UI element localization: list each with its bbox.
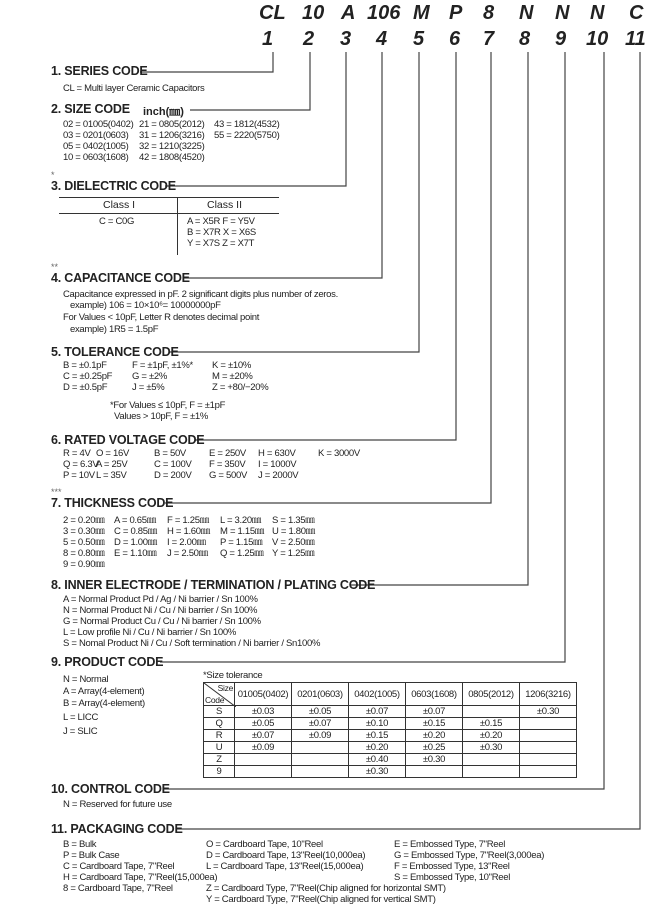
size-tolerance-table bbox=[203, 682, 577, 778]
class1-header: Class I bbox=[103, 199, 136, 211]
table-cell: ±0.30 bbox=[463, 742, 520, 754]
tolerance-col3-0: K = ±10% bbox=[212, 360, 251, 371]
connector-8 bbox=[350, 52, 528, 585]
connector-1 bbox=[140, 52, 273, 72]
code-number-1: 1 bbox=[262, 28, 274, 50]
table-header: 0603(1608) bbox=[406, 683, 463, 706]
table-cell: ±0.20 bbox=[463, 730, 520, 742]
size-col2-3: 42 = 1808(4520) bbox=[139, 152, 205, 163]
connector-2 bbox=[190, 52, 310, 110]
capacitance-line-2: For Values < 10pF, Letter R denotes decimal point bbox=[63, 312, 260, 323]
row-code: R bbox=[204, 730, 235, 742]
packaging-col1-2: C = Cardboard Tape, 7"Reel bbox=[63, 861, 175, 872]
code-letter-6: P bbox=[449, 2, 463, 24]
tolerance-code-title: 5. TOLERANCE CODE bbox=[51, 345, 179, 359]
size-col3-1: 55 = 2220(5750) bbox=[214, 130, 280, 141]
code-number-6: 6 bbox=[449, 28, 461, 50]
table-cell bbox=[520, 754, 577, 766]
packaging-code-title: 11. PACKAGING CODE bbox=[51, 822, 183, 836]
packaging-col2-extra-1: Y = Cardboard Type, 7"Reel(Chip aligned for vertical SMT) bbox=[206, 894, 436, 905]
size-col1-0: 02 = 01005(0402) bbox=[63, 119, 134, 130]
voltage-col1-1: Q = 6.3V bbox=[63, 459, 99, 470]
table-row bbox=[204, 718, 577, 730]
thickness-col1-4: 9 = 0.90㎜ bbox=[63, 559, 105, 570]
table-cell bbox=[292, 742, 349, 754]
code-number-2: 2 bbox=[303, 28, 315, 50]
row-code: U bbox=[204, 742, 235, 754]
product-line-3: L = LICC bbox=[63, 712, 99, 723]
voltage-col4-0: E = 250V bbox=[209, 448, 246, 459]
code-number-5: 5 bbox=[413, 28, 425, 50]
thickness-col3-3: J = 2.50㎜ bbox=[167, 548, 208, 559]
table-row bbox=[204, 766, 577, 778]
size-tolerance-caption: *Size tolerance bbox=[203, 670, 263, 681]
thickness-col1-1: 3 = 0.30㎜ bbox=[63, 526, 105, 537]
packaging-col2-extra-0: Z = Cardboard Type, 7"Reel(Chip aligned for horizontal SMT) bbox=[206, 883, 446, 894]
thickness-col4-0: L = 3.20㎜ bbox=[220, 515, 262, 526]
table-header: 0805(2012) bbox=[463, 683, 520, 706]
code-letter-1: CL bbox=[259, 2, 286, 24]
inner-line-0: A = Normal Product Pd / Ag / Ni barrier / Sn 100% bbox=[63, 594, 258, 605]
table-cell: ±0.07 bbox=[292, 718, 349, 730]
voltage-col5-2: J = 2000V bbox=[258, 470, 299, 481]
product-line-1: A = Array(4-element) bbox=[63, 686, 145, 697]
thickness-col3-1: H = 1.60㎜ bbox=[167, 526, 210, 537]
thickness-col2-3: E = 1.10㎜ bbox=[114, 548, 157, 559]
tolerance-note-0: *For Values ≤ 10pF, F = ±1pF bbox=[110, 400, 226, 411]
table-row bbox=[204, 742, 577, 754]
size-col1-3: 10 = 0603(1608) bbox=[63, 152, 129, 163]
code-letter-3: A bbox=[341, 2, 356, 24]
code-number-8: 8 bbox=[519, 28, 531, 50]
packaging-col1-3: H = Cardboard Tape, 7"Reel(15,000ea) bbox=[63, 872, 218, 883]
control-code-title: 10. CONTROL CODE bbox=[51, 782, 170, 796]
table-cell: ±0.10 bbox=[349, 718, 406, 730]
table-cell: ±0.07 bbox=[235, 730, 292, 742]
thickness-col1-0: 2 = 0.20㎜ bbox=[63, 515, 105, 526]
table-cell: ±0.20 bbox=[406, 730, 463, 742]
capacitance-star: ** bbox=[51, 262, 59, 272]
table-cell: ±0.03 bbox=[235, 706, 292, 718]
corner-size-label: Size bbox=[217, 683, 233, 693]
voltage-col2-0: O = 16V bbox=[96, 448, 130, 459]
table-cell: ±0.25 bbox=[406, 742, 463, 754]
packaging-col3-0: E = Embossed Type, 7"Reel bbox=[394, 839, 506, 850]
tolerance-col2-1: G = ±2% bbox=[132, 371, 168, 382]
code-letter-8: N bbox=[519, 2, 534, 24]
table-cell bbox=[463, 706, 520, 718]
size-col2-2: 32 = 1210(3225) bbox=[139, 141, 205, 152]
product-line-4: J = SLIC bbox=[63, 726, 98, 737]
table-row bbox=[204, 754, 577, 766]
packaging-col1-1: P = Bulk Case bbox=[63, 850, 120, 861]
code-letter-10: N bbox=[590, 2, 605, 24]
table-cell: ±0.09 bbox=[235, 742, 292, 754]
table-header: 1206(3216) bbox=[520, 683, 577, 706]
class1-value: C = C0G bbox=[99, 216, 135, 227]
inner-line-3: L = Low profile Ni / Cu / Ni barrier / Sn 100% bbox=[63, 627, 237, 638]
inner-line-2: G = Normal Product Cu / Cu / Ni barrier / Sn 100% bbox=[63, 616, 261, 627]
corner-code-label: Code bbox=[205, 695, 225, 705]
thickness-code-title: 7. THICKNESS CODE bbox=[51, 496, 174, 510]
table-cell: ±0.20 bbox=[349, 742, 406, 754]
capacitance-line-1: example) 106 = 10×10⁶= 10000000pF bbox=[70, 300, 221, 311]
table-row bbox=[204, 730, 577, 742]
voltage-col1-0: R = 4V bbox=[63, 448, 91, 459]
packaging-col3-1: G = Embossed Type, 7"Reel(3,000ea) bbox=[394, 850, 545, 861]
voltage-col5-1: I = 1000V bbox=[258, 459, 297, 470]
table-cell bbox=[292, 766, 349, 778]
row-code: Z bbox=[204, 754, 235, 766]
size-code-title: 2. SIZE CODE bbox=[51, 102, 130, 116]
voltage-code-title: 6. RATED VOLTAGE CODE bbox=[51, 433, 205, 447]
thickness-col1-3: 8 = 0.80㎜ bbox=[63, 548, 105, 559]
code-letter-5: M bbox=[413, 2, 430, 24]
size-col3-0: 43 = 1812(4532) bbox=[214, 119, 280, 130]
table-corner-cell bbox=[204, 683, 235, 706]
table-cell bbox=[520, 730, 577, 742]
series-code-line: CL = Multi layer Ceramic Capacitors bbox=[63, 83, 205, 94]
voltage-col4-1: F = 350V bbox=[209, 459, 246, 470]
product-line-2: B = Array(4-element) bbox=[63, 698, 145, 709]
table-header: 0201(0603) bbox=[292, 683, 349, 706]
size-col2-1: 31 = 1206(3216) bbox=[139, 130, 205, 141]
capacitance-line-0: Capacitance expressed in pF. 2 significant digits plus number of zeros. bbox=[63, 289, 338, 300]
size-col1-2: 05 = 0402(1005) bbox=[63, 141, 129, 152]
table-cell bbox=[520, 742, 577, 754]
dielectric-code-title: 3. DIELECTRIC CODE bbox=[51, 179, 176, 193]
tolerance-col1-2: D = ±0.5pF bbox=[63, 382, 108, 393]
thickness-col5-0: S = 1.35㎜ bbox=[272, 515, 315, 526]
thickness-col2-2: D = 1.00㎜ bbox=[114, 537, 157, 548]
tolerance-col1-0: B = ±0.1pF bbox=[63, 360, 107, 371]
control-line: N = Reserved for future use bbox=[63, 799, 172, 810]
voltage-col3-2: D = 200V bbox=[154, 470, 192, 481]
packaging-col3-3: S = Embossed Type, 10"Reel bbox=[394, 872, 511, 883]
voltage-col3-0: B = 50V bbox=[154, 448, 186, 459]
table-header: 01005(0402) bbox=[235, 683, 292, 706]
thickness-col4-2: P = 1.15㎜ bbox=[220, 537, 263, 548]
table-cell: ±0.15 bbox=[349, 730, 406, 742]
connector-9 bbox=[160, 52, 565, 662]
table-cell bbox=[292, 754, 349, 766]
packaging-col2-2: L = Cardboard Tape, 13"Reel(15,000ea) bbox=[206, 861, 364, 872]
class2-header: Class II bbox=[207, 199, 243, 211]
voltage-col1-2: P = 10V bbox=[63, 470, 95, 481]
table-cell: ±0.07 bbox=[406, 706, 463, 718]
table-cell bbox=[520, 718, 577, 730]
table-cell: ±0.40 bbox=[349, 754, 406, 766]
product-code-title: 9. PRODUCT CODE bbox=[51, 655, 164, 669]
code-number-10: 10 bbox=[586, 28, 609, 50]
row-code: S bbox=[204, 706, 235, 718]
table-cell bbox=[406, 766, 463, 778]
table-cell bbox=[235, 754, 292, 766]
table-cell: ±0.30 bbox=[349, 766, 406, 778]
table-cell: ±0.09 bbox=[292, 730, 349, 742]
code-letter-7: 8 bbox=[483, 2, 495, 24]
voltage-col6-0: K = 3000V bbox=[318, 448, 360, 459]
voltage-col3-1: C = 100V bbox=[154, 459, 192, 470]
table-cell bbox=[463, 766, 520, 778]
table-cell bbox=[520, 766, 577, 778]
table-cell bbox=[235, 766, 292, 778]
tolerance-col3-2: Z = +80/−20% bbox=[212, 382, 269, 393]
voltage-col5-0: H = 630V bbox=[258, 448, 296, 459]
thickness-col3-0: F = 1.25㎜ bbox=[167, 515, 209, 526]
voltage-col4-2: G = 500V bbox=[209, 470, 248, 481]
inner-line-1: N = Normal Product Ni / Cu / Ni barrier / Sn 100% bbox=[63, 605, 258, 616]
class2-value-1: B = X7R X = X6S bbox=[187, 227, 256, 238]
packaging-col3-2: F = Embossed Type, 13"Reel bbox=[394, 861, 510, 872]
code-number-3: 3 bbox=[340, 28, 352, 50]
product-line-0: N = Normal bbox=[63, 674, 109, 685]
tolerance-col3-1: M = ±20% bbox=[212, 371, 253, 382]
size-code-unit: inch(㎜) bbox=[143, 106, 184, 118]
thickness-col3-2: I = 2.00㎜ bbox=[167, 537, 206, 548]
thickness-col5-3: Y = 1.25㎜ bbox=[272, 548, 315, 559]
thickness-star: *** bbox=[51, 487, 62, 497]
voltage-col2-2: L = 35V bbox=[96, 470, 127, 481]
table-cell: ±0.05 bbox=[292, 706, 349, 718]
thickness-col2-1: C = 0.85㎜ bbox=[114, 526, 157, 537]
capacitance-line-3: example) 1R5 = 1.5pF bbox=[70, 324, 159, 335]
tolerance-col2-2: J = ±5% bbox=[132, 382, 165, 393]
packaging-col2-0: O = Cardboard Tape, 10"Reel bbox=[206, 839, 323, 850]
table-cell bbox=[463, 754, 520, 766]
code-letter-2: 10 bbox=[302, 2, 325, 24]
class2-value-0: A = X5R F = Y5V bbox=[187, 216, 255, 227]
inner-electrode-title: 8. INNER ELECTRODE / TERMINATION / PLATING CODE bbox=[51, 578, 376, 592]
thickness-col4-1: M = 1.15㎜ bbox=[220, 526, 265, 537]
inner-line-4: S = Nomal Product Ni / Cu / Soft termination / Ni barrier / Sn100% bbox=[63, 638, 321, 649]
dielectric-star: * bbox=[51, 170, 55, 180]
table-header: 0402(1005) bbox=[349, 683, 406, 706]
dielectric-table bbox=[59, 197, 279, 249]
thickness-col5-2: V = 2.50㎜ bbox=[272, 537, 315, 548]
tolerance-note-1: Values > 10pF, F = ±1% bbox=[114, 411, 209, 422]
code-number-11: 11 bbox=[625, 28, 646, 50]
table-cell: ±0.15 bbox=[406, 718, 463, 730]
tolerance-col1-1: C = ±0.25pF bbox=[63, 371, 113, 382]
thickness-col5-1: U = 1.80㎜ bbox=[272, 526, 315, 537]
table-cell: ±0.05 bbox=[235, 718, 292, 730]
packaging-col2-1: D = Cardboard Tape, 13"Reel(10,000ea) bbox=[206, 850, 366, 861]
table-cell: ±0.15 bbox=[463, 718, 520, 730]
class2-value-2: Y = X7S Z = X7T bbox=[187, 238, 255, 249]
code-letter-9: N bbox=[555, 2, 570, 24]
table-cell: ±0.30 bbox=[520, 706, 577, 718]
code-number-4: 4 bbox=[376, 28, 388, 50]
table-row bbox=[204, 706, 577, 718]
code-letter-11: C bbox=[629, 2, 644, 24]
packaging-col1-0: B = Bulk bbox=[63, 839, 97, 850]
table-cell: ±0.07 bbox=[349, 706, 406, 718]
voltage-col2-1: A = 25V bbox=[96, 459, 128, 470]
code-number-9: 9 bbox=[555, 28, 567, 50]
capacitance-code-title: 4. CAPACITANCE CODE bbox=[51, 271, 190, 285]
row-code: 9 bbox=[204, 766, 235, 778]
thickness-col1-2: 5 = 0.50㎜ bbox=[63, 537, 105, 548]
code-number-7: 7 bbox=[483, 28, 495, 50]
thickness-col4-3: Q = 1.25㎜ bbox=[220, 548, 264, 559]
row-code: Q bbox=[204, 718, 235, 730]
table-cell: ±0.30 bbox=[406, 754, 463, 766]
thickness-col2-0: A = 0.65㎜ bbox=[114, 515, 156, 526]
code-letter-4: 106 bbox=[367, 2, 401, 24]
size-col1-1: 03 = 0201(0603) bbox=[63, 130, 129, 141]
tolerance-col2-0: F = ±1pF, ±1%* bbox=[132, 360, 193, 371]
size-col2-0: 21 = 0805(2012) bbox=[139, 119, 205, 130]
packaging-col1-4: 8 = Cardboard Tape, 7"Reel bbox=[63, 883, 173, 894]
series-code-title: 1. SERIES CODE bbox=[51, 64, 148, 78]
